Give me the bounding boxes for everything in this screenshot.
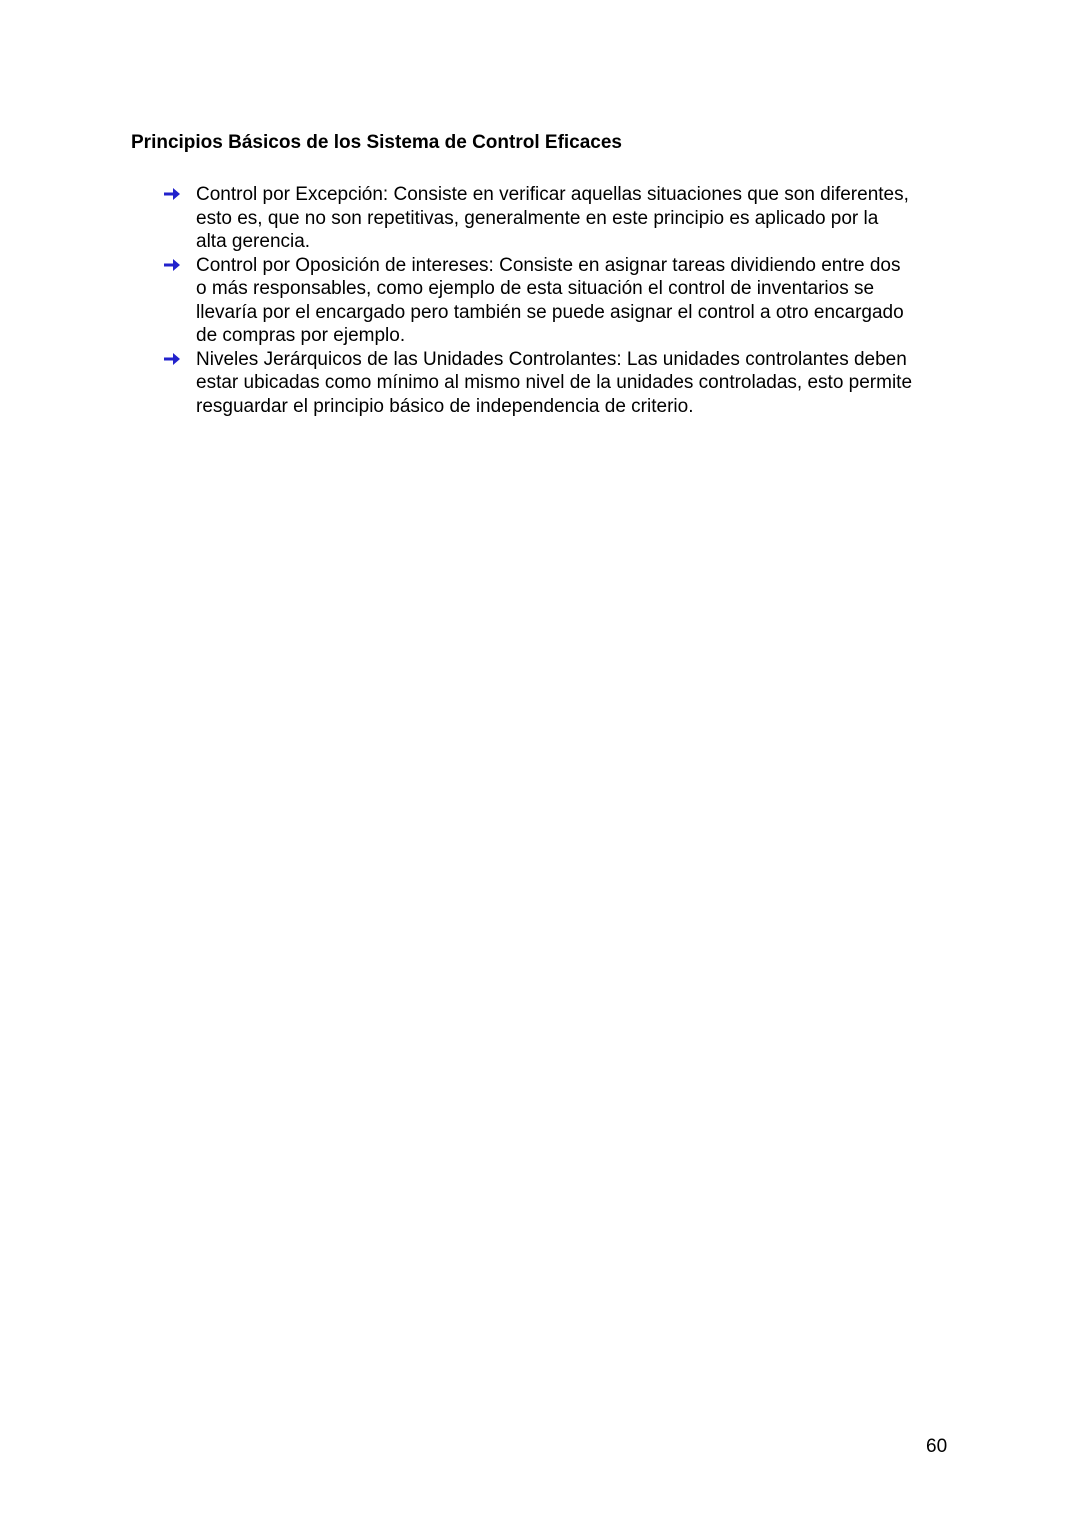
right-arrow-icon (163, 351, 181, 367)
right-arrow-icon (163, 186, 181, 202)
section-heading: Principios Básicos de los Sistema de Control Eficaces (131, 132, 623, 153)
list-item-text: Niveles Jerárquicos de las Unidades Controlantes: Las unidades controlantes deben estar ubicadas como mínimo al mismo nivel de la unidades controladas, esto permite resguardar el principio básico de independencia de criterio. (196, 348, 913, 417)
list-item-text: Control por Excepción: Consiste en verificar aquellas situaciones que son diferentes, esto es, que no son repetitivas, generalmente en este principio es aplicado por la alta gerencia. (196, 184, 909, 252)
page-number: 60 (926, 1436, 948, 1457)
list-item (163, 183, 963, 254)
right-arrow-icon (163, 257, 181, 273)
list-item (163, 348, 963, 419)
list-item (163, 254, 963, 348)
principles-list (163, 183, 963, 418)
list-item-text: Control por Oposición de intereses: Consiste en asignar tareas dividiendo entre dos o más responsables, como ejemplo de esta situación el control de inventarios se llevaría por el encargado pero también se puede asignar el control a otro encargado de compras por ejemplo. (196, 254, 904, 346)
